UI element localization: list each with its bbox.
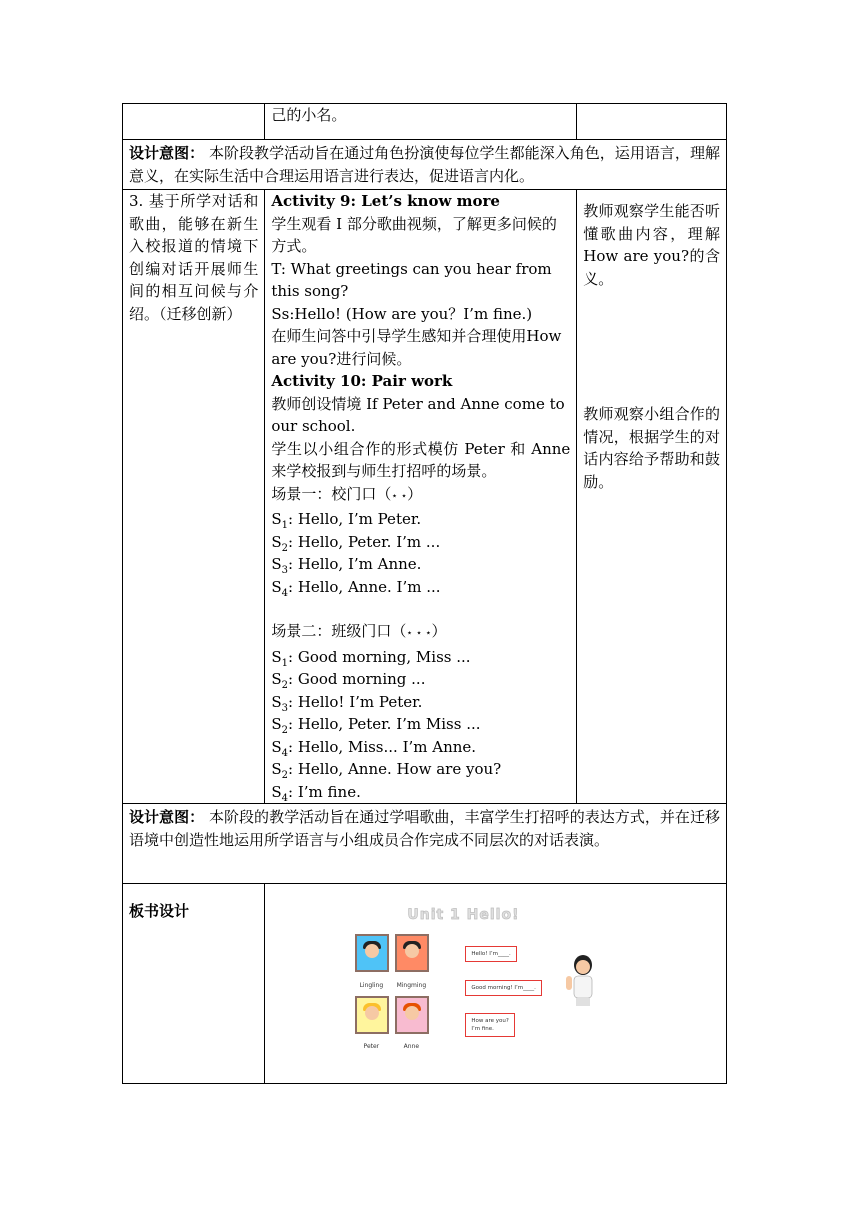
design-intent-row-2 xyxy=(123,804,727,884)
dialogue-line: $S_1$: Hello, I’m Peter. xyxy=(271,510,422,531)
name-label: Peter xyxy=(363,1043,380,1050)
board-design-label-cell xyxy=(123,884,265,1084)
board-design-cell xyxy=(265,884,727,1084)
board-design-label: 板书设计 xyxy=(129,902,190,920)
lesson-plan-table xyxy=(122,103,727,1084)
dialogue-line: $S_4$: Hello, Miss... I’m Anne. xyxy=(271,737,477,759)
continued-eval-cell xyxy=(577,104,727,140)
scene-2-title: 场景二：班级门口（⋆ ⋆ ⋆） xyxy=(271,622,447,640)
stage-3-activity-cell xyxy=(265,190,577,804)
continued-activity-cell xyxy=(265,104,577,140)
stage-3-goal: 3. 基于所学对话和歌曲，能够在新生入校报道的情境下创编对话开展师生间的相互问候与介绍。（迁移创新） xyxy=(129,192,259,323)
portrait-peter xyxy=(355,996,389,1034)
continued-row xyxy=(123,104,727,140)
portrait-mingming xyxy=(395,934,429,972)
dialogue-line: $S_2$: Hello, Anne. How are you? xyxy=(271,760,502,781)
design-intent-label: 设计意图： xyxy=(129,808,205,826)
dialogue-line: $S_3$: Hello, I’m Anne. xyxy=(271,555,422,576)
design-intent-text: 本阶段的教学活动旨在通过学唱歌曲，丰富学生打招呼的表达方式，并在迁移语境中创造性地运用所学语言与小组成员合作完成不同层次的对话表演。 xyxy=(129,808,720,849)
phrase-card: Good morning! I’m____. xyxy=(465,980,542,996)
star-rating-icon: ⋆ ⋆ ⋆ xyxy=(406,628,432,639)
stage-3-eval-cell xyxy=(577,190,727,804)
design-intent-cell-2 xyxy=(123,804,727,884)
activity-9-line: 学生观看 I 部分歌曲视频，了解更多问候的方式。 xyxy=(271,214,557,255)
continued-goal-cell xyxy=(123,104,265,140)
stage-3-row xyxy=(123,190,727,804)
phrase-card: How are you? I’m fine. xyxy=(465,1013,514,1037)
dialogue-line: $S_4$: Hello, Anne. I’m ... xyxy=(271,577,441,599)
portrait-lingling xyxy=(355,934,389,972)
dialogue-line: $S_2$: Good morning ... xyxy=(271,670,426,691)
scene-2-title-text: 场景二：班级门口（ xyxy=(271,622,407,640)
evaluation-2: 教师观察小组合作的情况，根据学生的对话内容给予帮助和鼓励。 xyxy=(583,405,720,491)
activity-10-line: 教师创设情境 If Peter and Anne come to our school. xyxy=(271,394,565,435)
phrase-card: Hello! I’m____. xyxy=(465,946,516,962)
board-design-row xyxy=(123,884,727,1084)
continued-activity-text: 己的小名。 xyxy=(271,106,347,124)
design-intent-cell-1 xyxy=(123,140,727,190)
blackboard-drawing xyxy=(265,884,726,1067)
activity-10-title: Activity 10: Pair work xyxy=(271,372,453,390)
dialogue-line: $S_2$: Hello, Peter. I’m Miss ... xyxy=(271,715,481,736)
star-rating-icon: ⋆ ⋆ xyxy=(391,490,408,502)
activity-9-line: 在师生问答中引导学生感知并合理使用How are you?进行问候。 xyxy=(271,327,562,368)
name-label: Mingming xyxy=(396,982,427,989)
teacher-figure-icon xyxy=(565,954,601,1006)
activity-9-line: Ss:Hello! (How are you？I’m fine.) xyxy=(271,304,533,323)
stage-3-goal-cell xyxy=(123,190,265,804)
name-label: Lingling xyxy=(359,982,384,989)
design-intent-row-1 xyxy=(123,140,727,190)
activity-10-line: 学生以小组合作的形式模仿 Peter 和 Anne 来学校报到与师生打招呼的场景。 xyxy=(271,439,571,480)
portrait-anne xyxy=(395,996,429,1034)
dialogue-line: $S_3$: Hello! I’m Peter. xyxy=(271,692,423,714)
dialogue-line: $S_2$: Hello, Peter. I’m ... xyxy=(271,532,441,554)
lesson-plan-page xyxy=(122,103,727,1084)
activity-9-title: Activity 9: Let’s know more xyxy=(271,192,500,210)
scene-1-title-text: 场景一：校门口（ xyxy=(271,484,392,503)
unit-title: Unit 1 Hello! xyxy=(407,907,520,923)
dialogue-line: $S_1$: Good morning, Miss ... xyxy=(271,647,471,669)
name-label: Anne xyxy=(403,1043,420,1050)
activity-9-line: T: What greetings can you hear from this song? xyxy=(271,259,552,300)
design-intent-label: 设计意图： xyxy=(129,144,205,162)
evaluation-1: 教师观察学生能否听懂歌曲内容，理解How are you?的含义。 xyxy=(583,202,720,288)
design-intent-text: 本阶段教学活动旨在通过角色扮演使每位学生都能深入角色，运用语言，理解意义，在实际生活中合理运用语言进行表达，促进语言内化。 xyxy=(129,144,720,185)
dialogue-line: $S_4$: I’m fine. xyxy=(271,782,361,804)
scene-1-title: 场景一：校门口（⋆ ⋆） xyxy=(271,484,423,503)
